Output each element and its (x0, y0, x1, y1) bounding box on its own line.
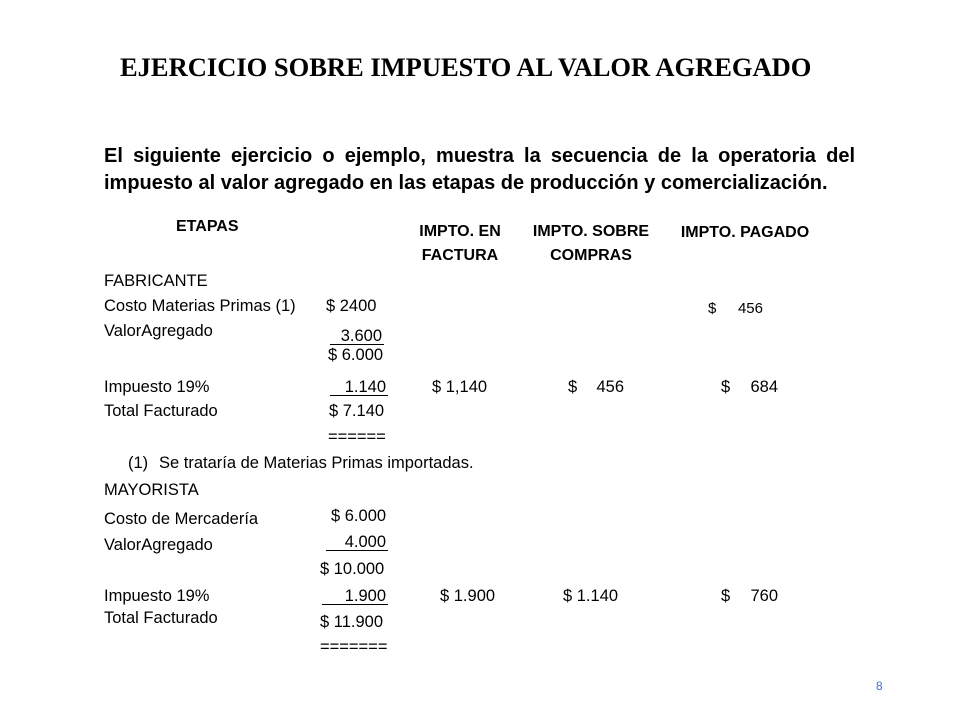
mayorista-label: MAYORISTA (104, 481, 199, 499)
currency-symbol: $ (568, 378, 578, 396)
page-number: 8 (876, 679, 883, 693)
fabricante-tax-invoice: $ 1,140 (432, 378, 488, 396)
header-invoice-tax (405, 220, 515, 268)
mayorista-tax-purchases: $ 1.140 (563, 587, 619, 605)
fabricante-subtotal: $ 6.000 (328, 346, 384, 364)
header-purchase-tax (525, 220, 657, 268)
currency-symbol: $ (708, 300, 717, 317)
fabricante-value-added-value: 3.600 (330, 327, 384, 345)
fabricante-total-value: $ 7.140 (329, 402, 385, 420)
header-invoice-tax-line-2: FACTURA (421, 247, 499, 264)
footnote-text: Se trataría de Materias Primas importadas. (159, 454, 474, 472)
fabricante-double-rule: ====== (328, 428, 386, 446)
fabricante-value-added-label: ValorAgregado (104, 322, 213, 340)
header-purchase-tax-line-1: IMPTO. SOBRE (532, 223, 650, 240)
mayorista-total-value: $ 11.900 (320, 613, 384, 631)
amount: 684 (750, 378, 778, 396)
slide-title: EJERCICIO SOBRE IMPUESTO AL VALOR AGREGADO (120, 52, 812, 82)
fabricante-tax-purchases (568, 378, 624, 396)
mayorista-tax-value: 1.900 (322, 587, 388, 605)
fabricante-raw-materials-value: $ 2400 (326, 297, 377, 315)
fabricante-label: FABRICANTE (104, 272, 208, 290)
header-purchase-tax-line-2: COMPRAS (550, 247, 632, 264)
fabricante-raw-materials-label: Costo Materias Primas (1) (104, 297, 296, 315)
mayorista-value-added-value: 4.000 (326, 533, 388, 551)
header-stages: ETAPAS (176, 218, 239, 235)
amount: 456 (596, 378, 624, 396)
header-invoice-tax-line-1: IMPTO. EN (419, 223, 501, 240)
mayorista-goods-cost-label: Costo de Mercadería (104, 510, 259, 528)
fabricante-tax-label: Impuesto 19% (104, 378, 210, 396)
mayorista-tax-invoice: $ 1.900 (440, 587, 496, 605)
mayorista-subtotal: $ 10.000 (320, 560, 385, 578)
mayorista-double-rule: ======= (320, 638, 388, 656)
footnote-marker: (1) (128, 454, 149, 472)
fabricante-import-tax-paid (708, 300, 763, 318)
currency-symbol: $ (721, 587, 731, 605)
amount: 760 (750, 587, 778, 605)
intro-paragraph-line-2: impuesto al valor agregado en las etapas de producción y comercialización. (104, 172, 828, 194)
mayorista-tax-label: Impuesto 19% (104, 587, 210, 605)
mayorista-goods-cost-value: $ 6.000 (331, 507, 387, 525)
currency-symbol: $ (721, 378, 731, 396)
mayorista-value-added-label: ValorAgregado (104, 536, 213, 554)
intro-paragraph-line-1: El siguiente ejercicio o ejemplo, muestra la secuencia de la operatoria del (104, 145, 855, 167)
fabricante-tax-paid (721, 378, 778, 396)
mayorista-total-label: Total Facturado (104, 609, 218, 627)
amount: 456 (737, 300, 763, 317)
mayorista-tax-paid (721, 587, 778, 605)
fabricante-tax-value: 1.140 (330, 378, 388, 396)
fabricante-total-label: Total Facturado (104, 402, 218, 420)
header-paid-tax: IMPTO. PAGADO (680, 224, 810, 241)
